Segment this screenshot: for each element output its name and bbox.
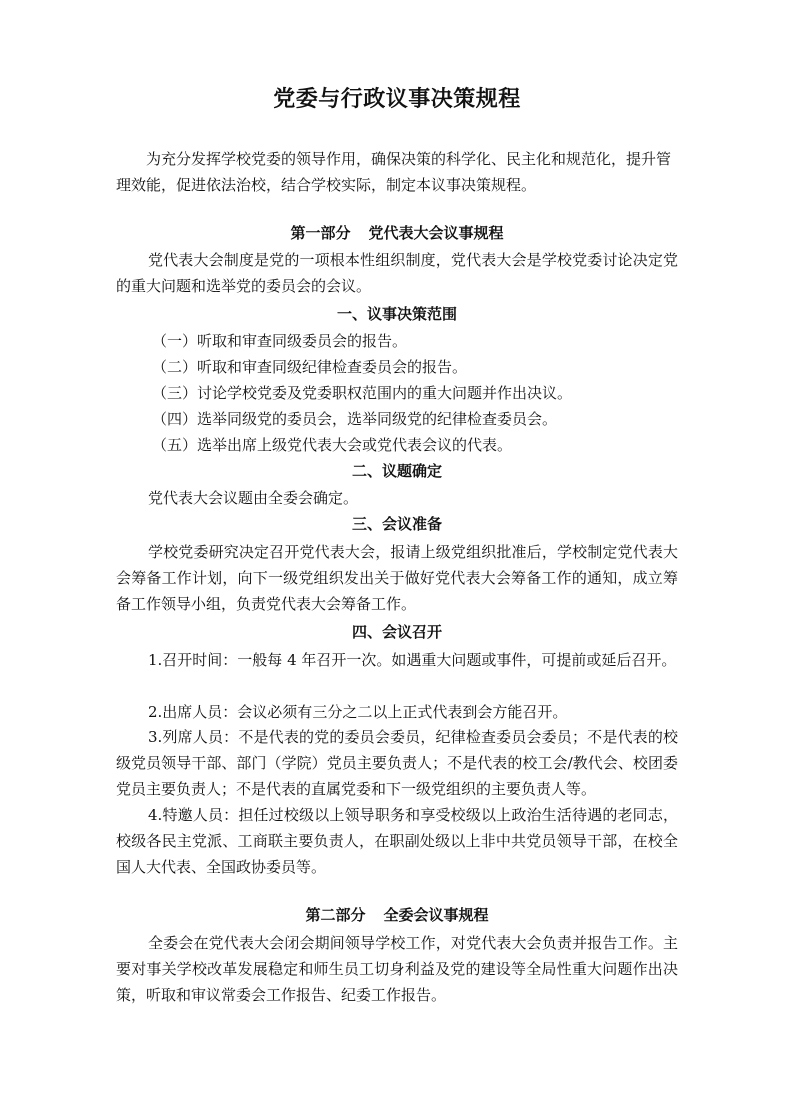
document-title: 党委与行政议事决策规程 [273,86,521,112]
section-heading-preparation: 三、会议准备 [351,515,442,533]
agenda-paragraph: 党代表大会议题由全委会确定。 [148,489,359,507]
part1-number: 第一部分 [290,224,351,242]
part2-heading [0,904,794,925]
meeting-item-2: 2.出席人员：会议必须有三分之二以上正式代表到会方能召开。 [148,703,568,721]
part2-lead-paragraph: 全委会在党代表大会闭会期间领导学校工作，对党代表大会负责并报告工作。主要对事关学校改革发展稳定和师生员工切身利益及党的建设等全局性重大问题作出决策，听取和审议常委会工作报告、纪委工作报告。 [116,934,678,1004]
scope-item-1: （一）听取和审查同级委员会的报告。 [152,332,408,350]
section-heading-meeting: 四、会议召开 [351,623,442,641]
scope-item-2: （二）听取和审查同级纪律检查委员会的报告。 [152,358,468,376]
part2-number: 第二部分 [305,906,366,924]
scope-item-4: （四）选举同级党的委员会，选举同级党的纪律检查委员会。 [152,410,558,428]
part1-heading [0,222,794,243]
part2-name: 全委会议事规程 [383,906,489,924]
preparation-paragraph: 学校党委研究决定召开党代表大会，报请上级党组织批准后，学校制定党代表大会筹备工作计划，向下一级党组织发出关于做好党代表大会筹备工作的通知，成立筹备工作领导小组，负责党代表大会筹备工作。 [116,543,678,613]
scope-item-5: （五）选举出席上级党代表大会或党代表会议的代表。 [152,436,513,454]
intro-paragraph: 为充分发挥学校党委的领导作用，确保决策的科学化、民主化和规范化，提升管理效能，促进依法治校，结合学校实际，制定本议事决策规程。 [116,150,672,194]
meeting-item-4: 4.特邀人员：担任过校级以上领导职务和享受校级以上政治生活待遇的老同志，校级各民主党派、工商联主要负责人，在职副处级以上非中共党员领导干部，在校全国人大代表、全国政协委员等。 [116,806,678,876]
section-heading-scope: 一、议事决策范围 [336,305,457,323]
scope-item-3: （三）讨论学校党委及党委职权范围内的重大问题并作出决议。 [152,384,573,402]
meeting-item-1: 1.召开时间：一般每 4 年召开一次。如遇重大问题或事件，可提前或延后召开。 [148,651,677,669]
section-heading-agenda: 二、议题确定 [351,462,442,480]
meeting-item-3: 3.列席人员：不是代表的党的委员会委员，纪律检查委员会委员；不是代表的校级党员领导干部、部门（学院）党员主要负责人；不是代表的校工会/教代会、校团委党员主要负责人；不是代表的直属党委和下一级党组织的主要负责人等。 [116,728,678,798]
part1-name: 党代表大会议事规程 [368,224,504,242]
part1-lead-paragraph: 党代表大会制度是党的一项根本性组织制度，党代表大会是学校党委讨论决定党的重大问题和选举党的委员会的会议。 [116,251,678,295]
